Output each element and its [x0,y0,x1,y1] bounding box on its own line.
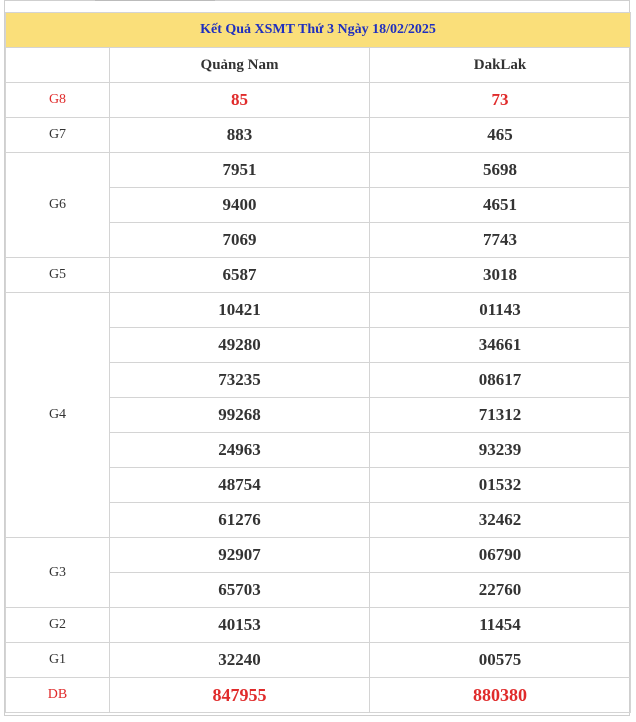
prize-header-empty [6,48,110,83]
prize-number-quang-nam: 85 [110,83,370,118]
prize-label-g4: G4 [6,293,110,538]
prize-number-daklak: 00575 [370,643,631,678]
results-body [6,83,631,713]
prize-number-daklak: 01143 [370,293,631,328]
prize-number-quang-nam: 65703 [110,573,370,608]
prize-label-g8: G8 [6,83,110,118]
lottery-results-table [5,12,631,713]
prize-number-daklak: 06790 [370,538,631,573]
prize-number-daklak: 465 [370,118,631,153]
prize-number-quang-nam: 99268 [110,398,370,433]
prize-number-quang-nam: 92907 [110,538,370,573]
prize-number-quang-nam: 73235 [110,363,370,398]
prize-number-daklak: 01532 [370,468,631,503]
prize-label-g2: G2 [6,608,110,643]
prize-row-g5 [6,258,631,293]
prize-number-daklak: 08617 [370,363,631,398]
prize-number-daklak: 880380 [370,678,631,713]
prize-label-db: DB [6,678,110,713]
prize-row-g7 [6,118,631,153]
prize-row-g3 [6,538,631,573]
prize-number-daklak: 11454 [370,608,631,643]
prize-row-g1 [6,643,631,678]
prize-number-quang-nam: 10421 [110,293,370,328]
prize-number-quang-nam: 61276 [110,503,370,538]
prize-label-g7: G7 [6,118,110,153]
prize-number-quang-nam: 9400 [110,188,370,223]
prize-number-daklak: 73 [370,83,631,118]
prize-number-daklak: 3018 [370,258,631,293]
prize-number-daklak: 71312 [370,398,631,433]
prize-number-quang-nam: 48754 [110,468,370,503]
prize-number-daklak: 7743 [370,223,631,258]
prize-number-quang-nam: 24963 [110,433,370,468]
prize-number-daklak: 93239 [370,433,631,468]
prize-number-quang-nam: 49280 [110,328,370,363]
prize-row-g8 [6,83,631,118]
prize-label-g1: G1 [6,643,110,678]
prize-label-g3: G3 [6,538,110,608]
province-header-quang-nam: Quảng Nam [110,48,370,83]
province-header-daklak: DakLak [370,48,631,83]
prize-number-quang-nam: 6587 [110,258,370,293]
prize-label-g5: G5 [6,258,110,293]
prize-number-quang-nam: 7951 [110,153,370,188]
top-decoration-line [95,0,215,1]
prize-number-quang-nam: 847955 [110,678,370,713]
prize-number-daklak: 34661 [370,328,631,363]
prize-number-daklak: 5698 [370,153,631,188]
prize-number-quang-nam: 40153 [110,608,370,643]
prize-row-g4 [6,293,631,328]
prize-number-daklak: 22760 [370,573,631,608]
prize-row-g2 [6,608,631,643]
prize-label-g6: G6 [6,153,110,258]
prize-row-db [6,678,631,713]
results-title: Kết Quả XSMT Thứ 3 Ngày 18/02/2025 [6,13,631,48]
prize-number-quang-nam: 32240 [110,643,370,678]
prize-row-g6 [6,153,631,188]
prize-number-quang-nam: 7069 [110,223,370,258]
prize-number-quang-nam: 883 [110,118,370,153]
prize-number-daklak: 32462 [370,503,631,538]
prize-number-daklak: 4651 [370,188,631,223]
